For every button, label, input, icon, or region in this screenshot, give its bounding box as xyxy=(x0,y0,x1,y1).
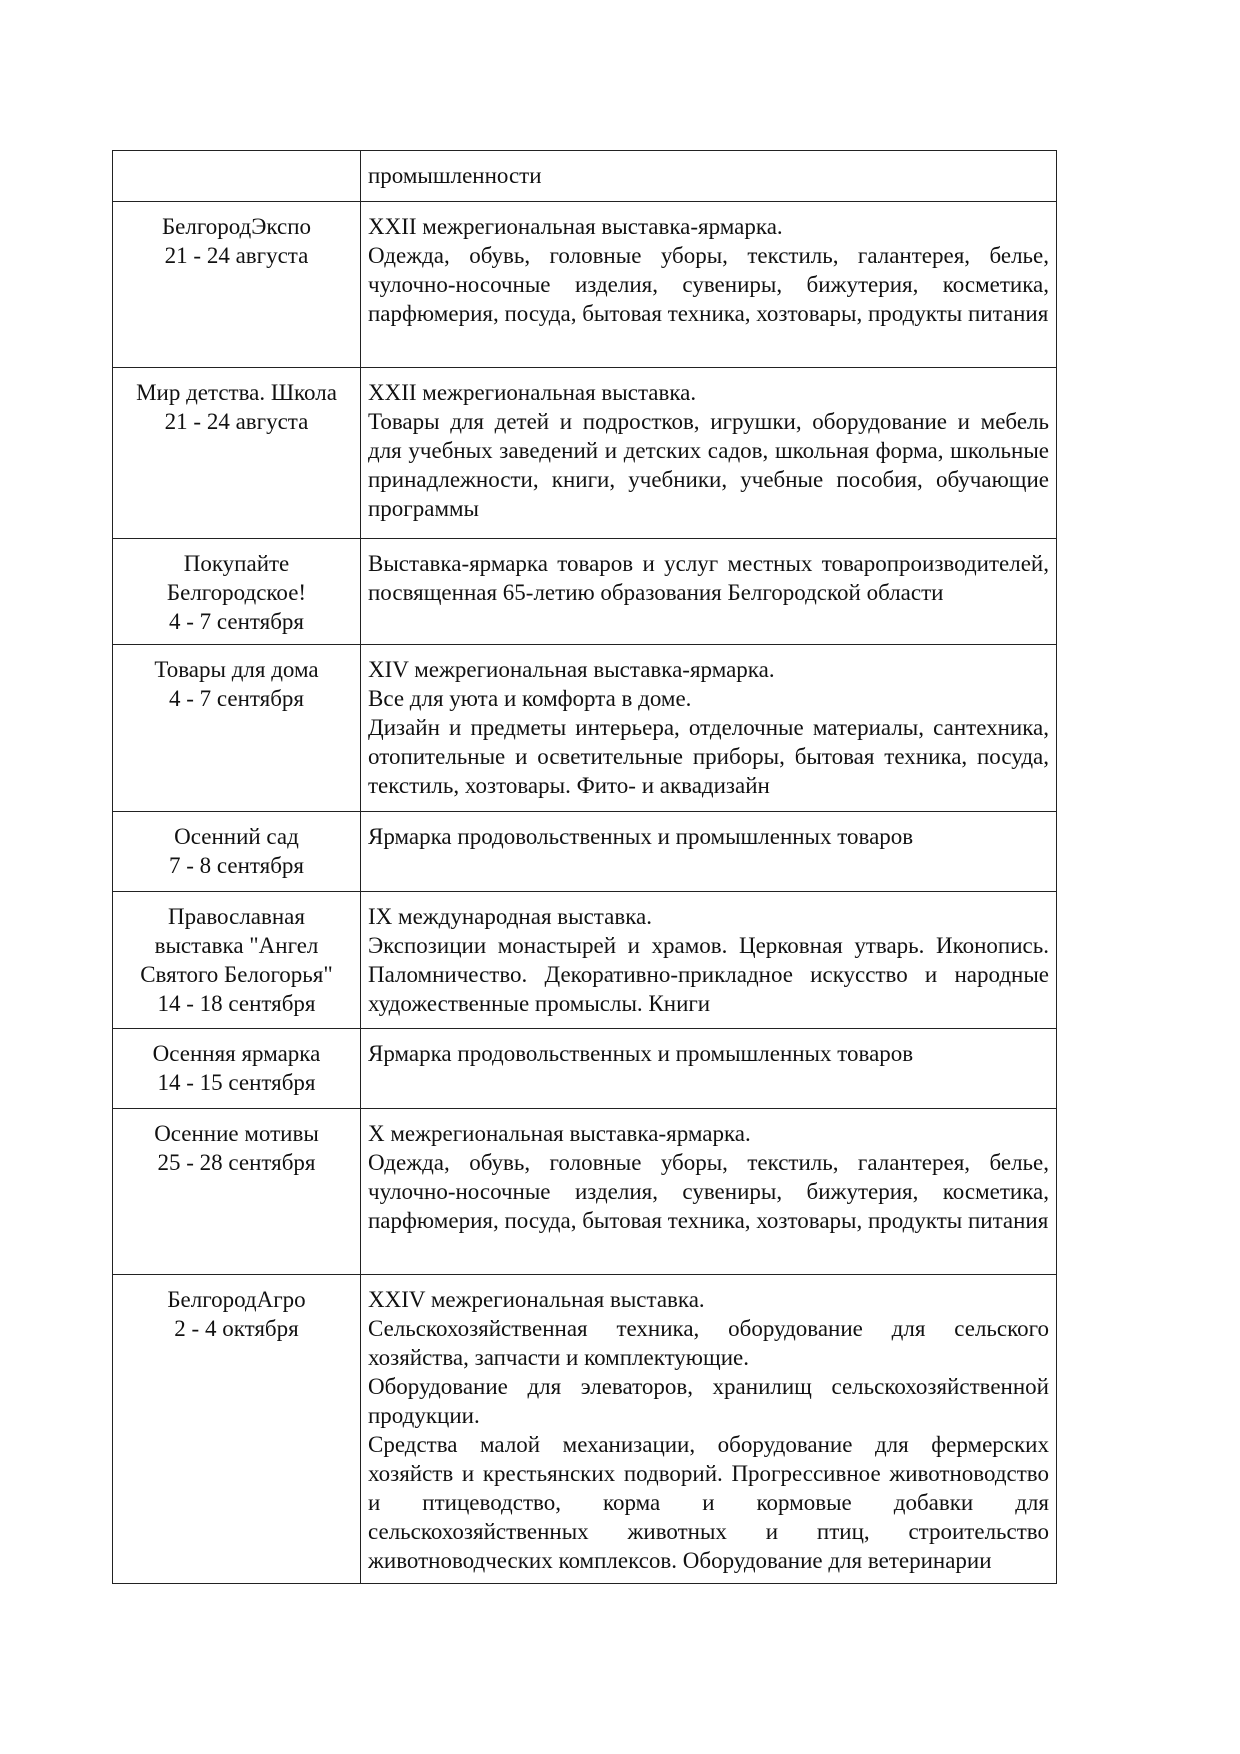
event-description-paragraph: XXIV межрегиональная выставка. xyxy=(368,1287,705,1312)
event-title-line: Осенние мотивы xyxy=(154,1121,319,1146)
event-description-paragraph: Одежда, обувь, головные уборы, текстиль, галантерея, белье, чулочно-носочные изделия, сувениры, бижутерия, косметика, парфюмерия, посуда, бытовая техника, хозтовары, продукты питания xyxy=(368,1150,1049,1233)
event-dates: 25 - 28 сентября xyxy=(157,1150,316,1175)
event-description-paragraph: Экспозиции монастырей и храмов. Церковная утварь. Иконопись. Паломничество. Декоративно-прикладное искусство и народные художественные промыслы. Книги xyxy=(368,933,1049,1016)
event-name-cell xyxy=(113,892,361,1029)
event-title-line: Покупайте xyxy=(183,551,290,576)
table-row xyxy=(113,645,1057,812)
event-dates: 7 - 8 сентября xyxy=(168,853,305,878)
event-description-paragraph: Сельскохозяйственная техника, оборудование для сельского хозяйства, запчасти и комплектующие. xyxy=(368,1316,1049,1370)
event-title-line: Белгородское! xyxy=(166,580,307,605)
event-name-cell xyxy=(113,1275,361,1584)
event-description-cell xyxy=(361,539,1057,645)
event-description-paragraph: Средства малой механизации, оборудование для фермерских хозяйств и крестьянских подворий. Прогрессивное животноводство и птицеводство, корма и кормовые добавки для сельскохозяйственных животных и птиц, строительство животноводческих комплексов. Оборудование для ветеринарии xyxy=(368,1432,1049,1573)
table-row xyxy=(113,539,1057,645)
event-title-line: выставка "Ангел xyxy=(154,933,319,958)
event-description-paragraph: Все для уюта и комфорта в доме. xyxy=(368,686,692,711)
event-name-cell xyxy=(113,202,361,368)
event-dates: 14 - 15 сентября xyxy=(157,1070,316,1095)
table-row xyxy=(113,812,1057,892)
event-name-cell xyxy=(113,1029,361,1109)
event-name-cell xyxy=(113,812,361,892)
event-dates: 21 - 24 августа xyxy=(164,243,309,268)
event-title-line: Осенний сад xyxy=(174,824,299,849)
event-description-cell xyxy=(361,645,1057,812)
event-description-paragraph: Ярмарка продовольственных и промышленных товаров xyxy=(368,824,914,849)
event-description-paragraph: Одежда, обувь, головные уборы, текстиль, галантерея, белье, чулочно-носочные изделия, сувениры, бижутерия, косметика, парфюмерия, посуда, бытовая техника, хозтовары, продукты питания xyxy=(368,243,1049,326)
event-title-line: Мир детства. Школа xyxy=(136,380,337,405)
exhibition-schedule-table xyxy=(112,150,1057,1584)
event-description-paragraph: XIV межрегиональная выставка-ярмарка. xyxy=(368,657,775,682)
event-description-cell xyxy=(361,1275,1057,1584)
event-title-line: Православная xyxy=(168,904,305,929)
event-title-line: Товары для дома xyxy=(154,657,319,682)
event-description-paragraph: Товары для детей и подростков, игрушки, оборудование и мебель для учебных заведений и детских садов, школьная форма, школьные принадлежности, книги, учебники, учебные пособия, обучающие программы xyxy=(368,409,1049,521)
event-description-paragraph: XXII межрегиональная выставка. xyxy=(368,380,697,405)
table-row xyxy=(113,892,1057,1029)
event-description-cell xyxy=(361,202,1057,368)
event-name-cell xyxy=(113,151,361,202)
event-description-paragraph: IX международная выставка. xyxy=(368,904,652,929)
event-name-cell xyxy=(113,645,361,812)
table-row xyxy=(113,1275,1057,1584)
table-row xyxy=(113,202,1057,368)
event-description-cell xyxy=(361,151,1057,202)
event-description-cell xyxy=(361,812,1057,892)
table-row xyxy=(113,368,1057,539)
event-title-line: БелгородЭкспо xyxy=(161,214,312,239)
event-description-paragraph: Дизайн и предметы интерьера, отделочные материалы, сантехника, отопительные и осветительные приборы, бытовая техника, посуда, текстиль, хозтовары. Фито- и аквадизайн xyxy=(368,715,1049,798)
event-description-paragraph: XXII межрегиональная выставка-ярмарка. xyxy=(368,214,783,239)
event-title-line: Святого Белогорья" xyxy=(140,962,333,987)
event-dates: 21 - 24 августа xyxy=(164,409,309,434)
event-title-line: БелгородАгро xyxy=(167,1287,306,1312)
event-name-cell xyxy=(113,368,361,539)
event-description-paragraph: X межрегиональная выставка-ярмарка. xyxy=(368,1121,751,1146)
table-row xyxy=(113,1109,1057,1275)
event-dates: 2 - 4 октября xyxy=(174,1316,299,1341)
table-body xyxy=(113,151,1057,1584)
event-description-paragraph: Ярмарка продовольственных и промышленных товаров xyxy=(368,1041,914,1066)
event-description-paragraph: Оборудование для элеваторов, хранилищ сельскохозяйственной продукции. xyxy=(368,1374,1049,1428)
event-description-cell xyxy=(361,1029,1057,1109)
event-description-cell xyxy=(361,1109,1057,1275)
event-title-line: Осенняя ярмарка xyxy=(152,1041,321,1066)
table-row xyxy=(113,1029,1057,1109)
event-dates: 4 - 7 сентября xyxy=(168,609,305,634)
event-description-cell xyxy=(361,892,1057,1029)
event-name-cell xyxy=(113,1109,361,1275)
event-name-cell xyxy=(113,539,361,645)
event-dates: 4 - 7 сентября xyxy=(168,686,305,711)
event-description-cell xyxy=(361,368,1057,539)
event-description-paragraph: Выставка-ярмарка товаров и услуг местных товаропроизводителей, посвященная 65-летию образования Белгородской области xyxy=(368,551,1049,605)
table-row xyxy=(113,151,1057,202)
event-description-paragraph: промышленности xyxy=(368,163,542,188)
event-dates: 14 - 18 сентября xyxy=(157,991,316,1016)
